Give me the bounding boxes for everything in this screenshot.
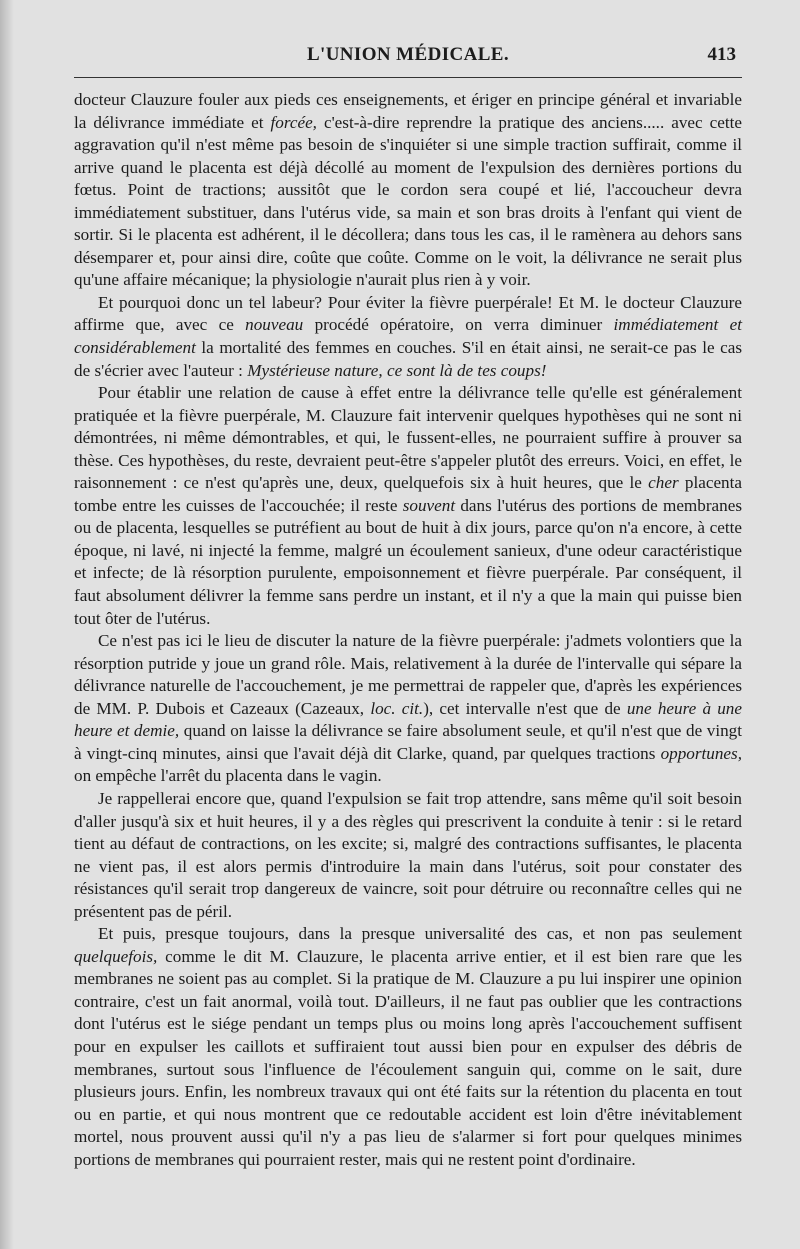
header-rule — [74, 77, 742, 78]
italic-text: cher — [648, 473, 679, 493]
italic-text: forcée, — [270, 112, 317, 132]
paragraph-text: on empêche l'arrêt du placenta dans le vagin. — [74, 766, 382, 786]
paragraph-text: docteur Clauzure fouler aux pieds ces enseignements, et ériger en principe général et invariable la délivrance immédiate et — [74, 90, 742, 132]
italic-text: loc. cit. — [370, 698, 424, 718]
paragraph-text: quand on laisse la délivrance se faire absolument seule, et qu'il n'est que de vingt à vingt-cinq minutes, ainsi que l'avait déjà dit Clarke, quand, par quelques tractions — [74, 721, 742, 763]
italic-text: opportunes, — [660, 743, 742, 763]
italic-text: quelquefois, — [74, 946, 158, 966]
page-shadow-edge — [0, 0, 14, 1249]
paragraph-text: Je rappellerai encore que, quand l'expulsion se fait trop attendre, sans même qu'il soit besoin d'aller jusqu'à six et huit heures, il y a des règles qui prescrivent la conduite à tenir : si le retard tient au défaut de contractions, on les excite; si, malgré des contractions suffisantes, le placenta ne vient pas, il est alors permis d'introduire la main dans l'utérus, soit pour constater des résistances qu'il serait trop dangereux de vaincre, soit pour détruire ou reconnaître celles qui ne présentent pas de péril. — [74, 788, 742, 921]
paragraph-text: Et puis, presque toujours, dans la presque universalité des cas, et non pas seulement — [98, 924, 742, 944]
italic-text: immédiatement et considérablement — [74, 315, 742, 358]
paragraph — [74, 630, 742, 788]
paragraph-text: Et pourquoi donc un tel labeur? Pour éviter la fièvre puerpérale! Et M. le docteur Clauzure affirme que, avec ce — [74, 292, 742, 335]
page-number: 413 — [707, 44, 736, 65]
paragraph-text: comme le dit M. Clauzure, le placenta arrive entier, et il est bien rare que les membranes ne soient pas au complet. Si la pratique de M. Clauzure a pu lui inspirer une opinion contraire, c'est un fait anormal, voilà tout. D'ailleurs, il ne faut pas oublier que les contractions dont l'utérus est le siége pendant un temps plus ou moins long après l'accouchement suffisent pour en expulser les caillots et suffiraient tout aussi bien pour en expulser des débris de membranes, surtout sous l'influence de l'écoulement sanguin qui, comme on le sait, dure plusieurs jours. Enfin, les nombreux travaux qui ont été faits sur la rétention du placenta en tout ou en partie, et qui nous montrent que ce redoutable accident est loin d'être inévitablement mortel, nous prouvent aussi qu'il n'y a pas lieu de s'alarmer si fort pour quelques minimes portions de membranes qui pourraient rester, mais qui ne restent point d'ordinaire. — [74, 946, 742, 1169]
paragraph — [74, 788, 742, 923]
paragraph — [74, 923, 742, 1171]
paragraph-text: ), cet intervalle n'est que de — [423, 698, 627, 718]
paragraph-text: Pour établir une relation de cause à effet entre la délivrance telle qu'elle est généralement pratiquée et la fièvre puerpérale, M. Clauzure fait intervenir quelques hypothèses qui ne sont ni démontrées, ni même démontrables, et qui, le fussent-elles, ne pourraient suffire à prouver sa thèse. Ces hypothèses, du reste, devraient peut-être s'appeler plutôt des erreurs. Voici, en effet, le raisonnement : ce n'est qu'après une, deux, quelquefois six à huit heures, que le — [74, 383, 742, 493]
paragraph-text: c'est-à-dire reprendre la pratique des anciens..... avec cette aggravation qu'il n'est même pas besoin de s'inquiéter si une simple traction suffirait, comme il arrive quand le placenta est déjà décollé au moment de l'expulsion des dernières portions du fœtus. Point de tractions; aussitôt que le cordon sera coupé et lié, l'accoucheur devra immédiatement substituer, dans l'utérus vide, sa main et son bras droits à l'enfant qui vient de sortir. Si le placenta est adhérent, il le décollera; dans tous les cas, il le ramènera au dehors sans désemparer et, pour ainsi dire, coûte que coûte. Comme on le voit, la délivrance ne serait plus qu'une affaire mécanique; la physiologie n'aurait plus rien à y voir. — [74, 112, 742, 290]
page-header — [74, 44, 742, 72]
paragraph — [74, 292, 742, 382]
paragraph-text: dans l'utérus des portions de membranes ou de placenta, lesquelles se putréfient au bout de huit à dix jours, parce qu'on n'a encore, à cette époque, ni lavé, ni injecté la femme, malgré un écoulement sanieux, d'une odeur caractéristique et infecte; de là résorption purulente, empoisonnement et fièvre puerpérale. Par conséquent, il faut absolument délivrer la femme sans perdre un instant, et il n'y a que la main qui puisse bien tout ôter de l'utérus. — [74, 495, 742, 628]
paragraph-text: la mortalité des femmes en couches. S'il en était ainsi, ne serait-ce pas le cas de s'écrier avec l'auteur : — [74, 338, 742, 380]
running-title: L'UNION MÉDICALE. — [306, 44, 510, 65]
paragraph — [74, 382, 742, 630]
paragraph-text: Ce n'est pas ici le lieu de discuter la nature de la fièvre puerpérale: j'admets volontiers que la résorption putride y joue un grand rôle. Mais, relativement à la durée de l'intervalle qui sépare la délivrance naturelle de l'accouchement, je me permettrai de rappeler que, d'après les expériences de MM. P. Dubois et Cazeaux (Cazeaux, — [74, 631, 742, 718]
italic-text: Mystérieuse nature, ce sont là de tes coups! — [247, 360, 547, 380]
paragraph-text: placenta tombe entre les cuisses de l'accouchée; il reste — [74, 473, 742, 515]
article-body — [74, 89, 742, 1171]
italic-text: une heure à une heure et demie, — [74, 698, 742, 741]
italic-text: souvent — [402, 495, 456, 515]
paragraph-text: procédé opératoire, on verra diminuer — [303, 315, 614, 335]
italic-text: nouveau — [245, 315, 304, 335]
paragraph — [74, 89, 742, 292]
